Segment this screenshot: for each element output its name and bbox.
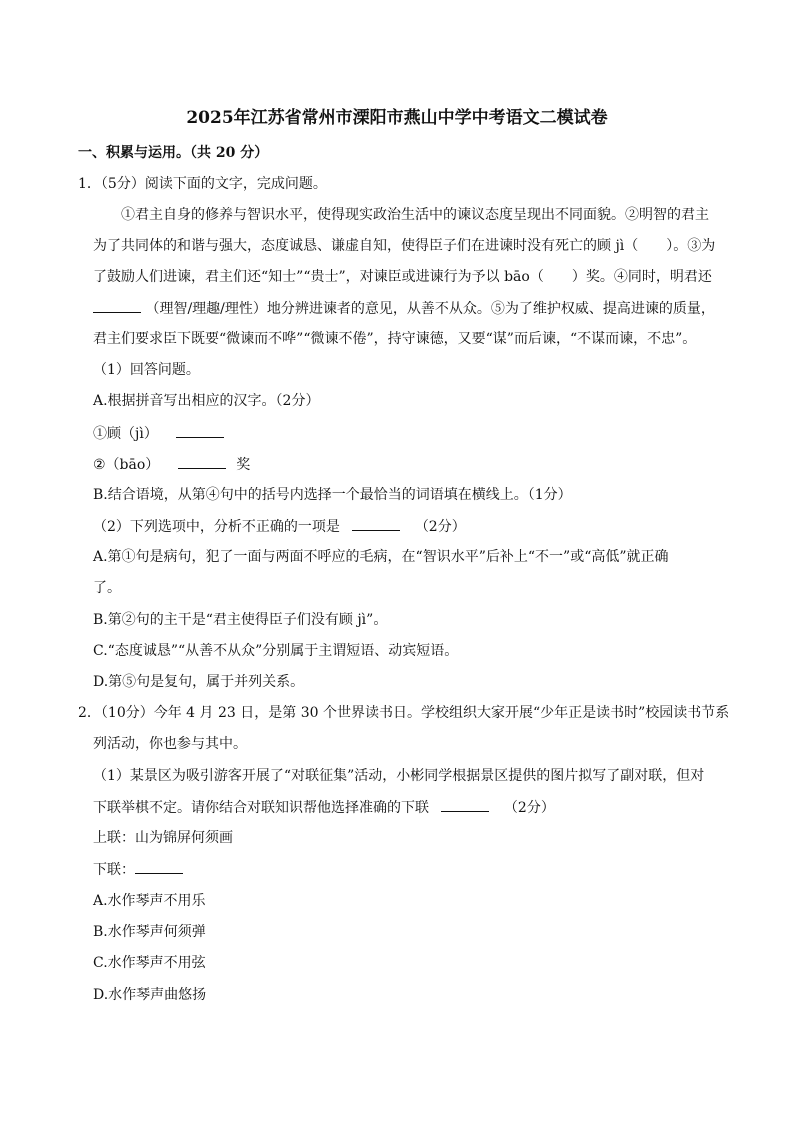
page-title: 2025年江苏省常州市溧阳市燕山中学中考语文二模试卷 xyxy=(186,108,608,128)
q1-sub2-text: （2）下列选项中，分析不正确的一项是 xyxy=(93,519,340,535)
q1-passage-line-2: 为了共同体的和谐与强大，态度诚恳、谦虚自知，使得臣子们在进谏时没有死亡的顾 jì（ ）。③为 xyxy=(93,238,716,254)
q1-passage-line-4-text: （理智/理趣/理性）地分辨进谏者的意见，从善不从众。⑤为了维护权威、提高进谏的质量， xyxy=(145,301,715,317)
q2-stem-line1: 2．（10分）今年 4 月 23 日，是第 30 个世界读书日。学校组织大家开展“少年正是读书时”校园读书节系 xyxy=(78,705,730,721)
q1-passage-line-4 xyxy=(93,298,715,319)
q1-passage-line-5: 君主们要求臣下既要“微谏而不哗”“微谏不倦”，持守谏德，又要“谋”而后谏，“不谋而谏，不忠”。 xyxy=(93,331,697,347)
fill-blank[interactable] xyxy=(176,423,224,438)
q2-optC: C.水作琴声不用弦 xyxy=(93,955,206,971)
q1-passage-line-1: ①君主自身的修养与智识水平，使得现实政治生活中的谏议态度呈现出不同面貌。②明智的君主 xyxy=(121,207,709,223)
q1-sub1: （1）回答问题。 xyxy=(93,362,200,378)
q2-optD: D.水作琴声曲悠扬 xyxy=(93,987,207,1003)
q1-itemA2-label: ②（bāo） xyxy=(93,457,160,473)
q1-itemA2 xyxy=(93,454,250,475)
q2-lower-label: 下联： xyxy=(93,862,135,878)
q1-itemA1-label: ①顾（jì） xyxy=(93,426,158,442)
q1-itemA1 xyxy=(93,423,224,444)
q2-optB: B.水作琴声何须弹 xyxy=(93,924,206,940)
q1-sub2-score: （2分） xyxy=(414,519,466,535)
q1-optD: D.第⑤句是复句，属于并列关系。 xyxy=(93,674,305,690)
q2-optA: A.水作琴声不用乐 xyxy=(93,893,206,909)
q1-stem: 1．（5分）阅读下面的文字，完成问题。 xyxy=(78,176,327,192)
q2-sub1-line2 xyxy=(93,797,555,818)
q1-optB: B.第②句的主干是“君主使得臣子们没有顾 jì”。 xyxy=(93,612,388,628)
q1-optC: C.“态度诚恳”“从善不从众”分别属于主谓短语、动宾短语。 xyxy=(93,643,459,659)
q1-optA-line1: A.第①句是病句，犯了一面与两面不呼应的毛病，在“智识水平”后补上“不一”或“高低”就正确 xyxy=(93,549,669,565)
q1-partA: A.根据拼音写出相应的汉字。（2分） xyxy=(93,393,320,409)
fill-blank[interactable] xyxy=(178,454,226,469)
q2-sub1-text: 下联举棋不定。请你结合对联知识帮他选择准确的下联 xyxy=(93,800,429,816)
q1-itemA2-suffix: 奖 xyxy=(236,457,251,473)
q1-sub2 xyxy=(93,516,466,537)
fill-blank[interactable] xyxy=(135,859,183,874)
fill-blank[interactable] xyxy=(441,797,489,812)
q2-stem-line2: 列活动，你也参与其中。 xyxy=(93,736,247,752)
q2-upper-couplet: 上联：山为锦屏何须画 xyxy=(93,830,233,846)
q1-optA-line2: 了。 xyxy=(93,580,121,596)
fill-blank[interactable] xyxy=(93,298,141,313)
fill-blank[interactable] xyxy=(352,516,400,531)
q1-passage-line-3: 了鼓励人们进谏，君主们还“知士”“贵士”，对谏臣或进谏行为予以 bāo（ ）奖。④同时，明君还 xyxy=(93,269,712,285)
q2-lower-couplet xyxy=(93,859,183,880)
q1-partB: B.结合语境，从第④句中的括号内选择一个最恰当的词语填在横线上。（1分） xyxy=(93,487,572,503)
q2-sub1-score: （2分） xyxy=(503,800,555,816)
section-heading: 一、积累与运用。（共 20 分） xyxy=(78,145,269,161)
q2-sub1-line1: （1）某景区为吸引游客开展了“对联征集”活动，小彬同学根据景区提供的图片拟写了副对联，但对 xyxy=(93,768,705,784)
